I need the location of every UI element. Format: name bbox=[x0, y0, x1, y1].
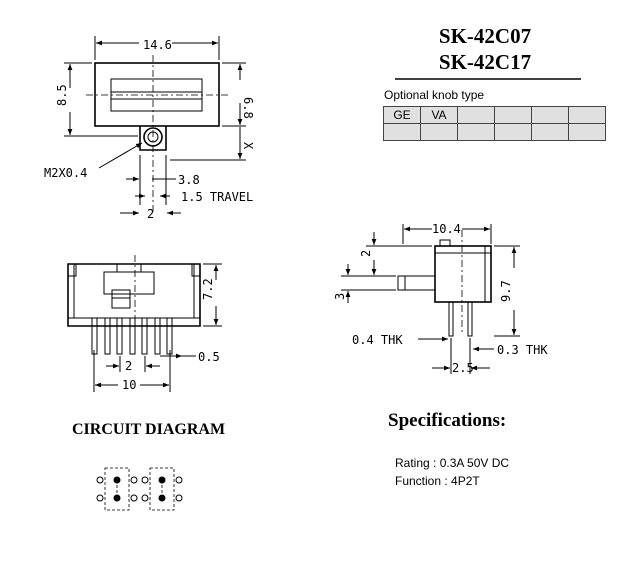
dim-front-height: 7.2 bbox=[201, 278, 215, 300]
model-name-2: SK-42C17 bbox=[438, 50, 532, 74]
dim-pin-pitch: 2.5 bbox=[452, 361, 474, 375]
dim-thk-right: 0.3 THK bbox=[497, 343, 548, 357]
dim-side-top: 2 bbox=[359, 249, 373, 257]
circuit-diagram-title: CIRCUIT DIAGRAM bbox=[72, 421, 226, 438]
dim-pin: 0.5 bbox=[198, 350, 220, 364]
dim-travel: 1.5 TRAVEL bbox=[181, 190, 254, 204]
knob-blank-cell bbox=[458, 124, 495, 141]
knob-type-cell: GE bbox=[384, 107, 421, 124]
dim-length: 10 bbox=[122, 378, 137, 392]
dim-screw: M2X0.4 bbox=[44, 166, 88, 180]
dim-side-height: 9.7 bbox=[499, 280, 513, 302]
side-view bbox=[341, 224, 520, 374]
top-view bbox=[64, 36, 246, 215]
spec-rating: Rating : 0.3A 50V DC bbox=[395, 456, 510, 470]
knob-type-cell: VA bbox=[421, 107, 458, 124]
knob-blank-cell bbox=[569, 124, 606, 141]
knob-type-cell bbox=[532, 107, 569, 124]
dim-offset: 3.8 bbox=[178, 173, 200, 187]
circuit-diagram bbox=[97, 468, 182, 510]
knob-blank-cell bbox=[532, 124, 569, 141]
knob-blank-cell bbox=[384, 124, 421, 141]
dim-knob-width: 2 bbox=[147, 207, 155, 221]
dim-side-knob: 3 bbox=[333, 292, 347, 300]
knob-blank-cell bbox=[421, 124, 458, 141]
specifications-title: Specifications: bbox=[388, 410, 507, 431]
knob-type-cell bbox=[495, 107, 532, 124]
knob-type-cell bbox=[458, 107, 495, 124]
knob-table-title: Optional knob type bbox=[384, 88, 485, 102]
knob-blank-cell bbox=[495, 124, 532, 141]
dim-pitch: 2 bbox=[125, 359, 133, 373]
model-name-1: SK-42C07 bbox=[438, 24, 532, 48]
dim-height-total: 8.5 bbox=[55, 84, 69, 106]
front-view bbox=[68, 255, 222, 392]
knob-type-table bbox=[383, 106, 606, 141]
knob-type-cell bbox=[569, 107, 606, 124]
spec-function: Function : 4P2T bbox=[395, 474, 480, 488]
dim-x: X bbox=[241, 142, 255, 150]
dim-thk-left: 0.4 THK bbox=[352, 333, 403, 347]
dim-side-length: 10.4 bbox=[432, 222, 461, 236]
dim-width: 14.6 bbox=[143, 38, 172, 52]
dim-height-body: 6.8 bbox=[241, 97, 255, 119]
